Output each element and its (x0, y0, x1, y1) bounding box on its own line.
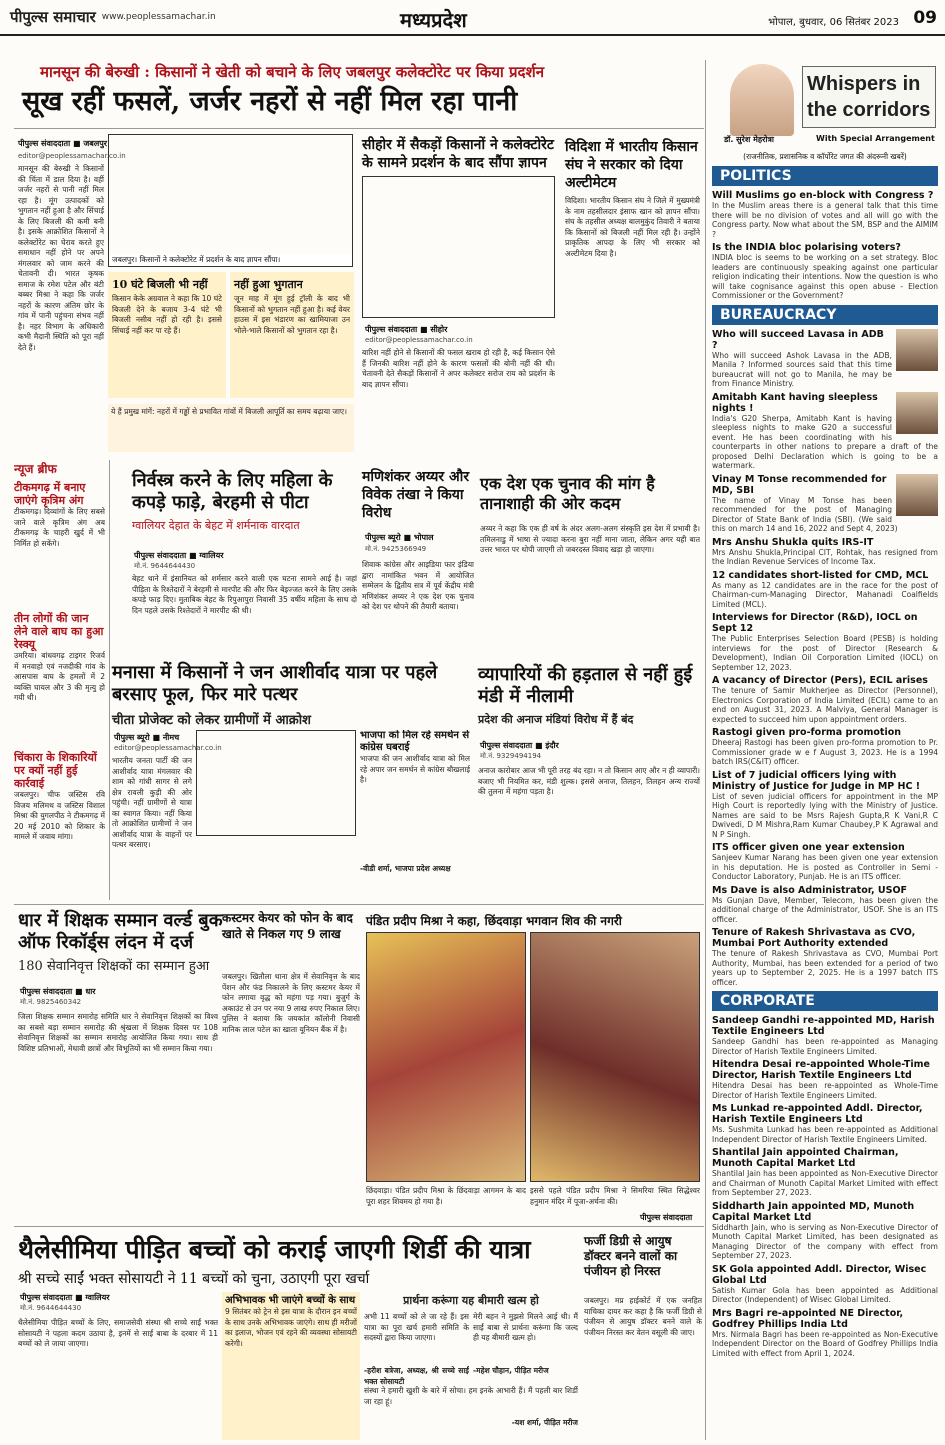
lead-box-power (108, 272, 226, 398)
traders-body: अनाज कारोबार आज भी पूरी तरह बंद रहा। न तो किसान आए और न ही व्यापारी। बजाए भी नियमित कर, मंडी शुल्क। इससे अनाज, तिलहन, तिलहन अन्य राज्यों की तुलना में महंगा पड़ता है। (478, 766, 700, 796)
prayer-author: -हरीश बत्रेजा, अध्यक्ष, श्री सच्चे साईं भक्त सोसायटी (364, 1366, 469, 1386)
quote-body: भाजपा की जन आशीर्वाद यात्रा को मिल रहे अपार जन समर्थन से कांग्रेस बौखलाई है। (360, 754, 470, 784)
bureaucracy-item (712, 474, 938, 534)
corporate-item (712, 1103, 938, 1144)
chhindwara-credit: पीपुल्स संवाददाता (640, 1213, 693, 1222)
manasa-quote (360, 730, 470, 900)
corporate-band: CORPORATE (712, 991, 938, 1011)
item-body: INDIA bloc is seems to be working on a set strategy. Bloc leaders are continuously speaking against one particular religion indicating their intentions. Now the question is who will take cognisance against this open abuse - Election Commissioner or the Government? (712, 253, 938, 300)
bureaucracy-item (712, 885, 938, 925)
corporate-item (712, 1147, 938, 1198)
item-body: The tenure of Samir Mukherjee as Director (Personnel), Electronics Corporation of India Limited (ECIL) came to an end on August 31, 2023. A Malviya, General Manager is expected to succeed him upon appointment orders. (712, 686, 938, 724)
dhar-subhead: 180 सेवानिवृत्त शिक्षकों का सम्मान हुआ (18, 959, 210, 974)
whispers-header (712, 60, 938, 152)
lead-email[interactable]: editor@peoplessamachar.co.in (18, 152, 126, 160)
box-body: किसान केके अग्रवाल ने कहा कि 10 घंटे बिजली देने के बजाय 3-4 घंटे भी बिजली नसीब नहीं हो रही है। इससे सिंचाई नहीं कर पा रहे हैं। (112, 294, 222, 335)
vinay-tonse-photo (896, 474, 938, 516)
manasa-photo (196, 730, 356, 836)
prayer-title: प्रार्थना करूंगा यह बीमारी खत्म हो (403, 1294, 539, 1307)
bureaucracy-item (712, 537, 938, 567)
manasa-email[interactable]: editor@peoplessamachar.co.in (114, 744, 222, 752)
politics-item (712, 242, 938, 301)
item-body: In the Muslim areas there is a general talk that this time there will be no division of votes and all will go with the Congress party. Now what about the SM, BSP and the AIMIM ? (712, 201, 938, 239)
item-body: Mrs Anshu Shukla,Principal CIT, Rohtak, has resigned from the Indian Revenue Services of Income Tax. (712, 547, 938, 566)
brief-title: टीकमगढ़ में बनाए जाएंगे कृत्रिम अंग (14, 481, 86, 507)
traders-byline: पीपुल्स संवाददाता ■ इंदौर (480, 741, 559, 750)
chhindwara-photo-right (530, 932, 700, 1182)
box-title: 10 घंटे बिजली भी नहीं (112, 278, 208, 291)
item-title: Siddharth Jain appointed MD, Munoth Capital Market Ltd (712, 1200, 915, 1223)
traders-mobile: मो.नं. 9329494194 (480, 752, 542, 760)
nirvastra-headline: निर्वस्त्र करने के लिए महिला के कपड़े फाड़े, बेरहमी से पीटा (132, 470, 333, 513)
customer-care-headline: कस्टमर केयर को फोन के बाद खाते से निकल गए 9 लाख (222, 911, 353, 941)
item-title: Hitendra Desai re-appointed Whole-Time Director, Harish Textile Engineers Ltd (712, 1059, 930, 1081)
vidisha-body: विदिशा। भारतीय किसान संघ ने जिले में मुख्यमंत्री के नाम तहसीलदार इंसाफ खान को ज्ञापन सौंपा। संघ के तहसील अध्यक्ष बालमुकुंद तिवारी ने बताया कि किसानों को बिजली नहीं मिल रही है। उन्होंने प्राकृतिक आपदा के लिए भी सरकार को अल्टीमेटम दिया है। (565, 196, 700, 258)
thalassemia-body: थैलेसीमिया पीड़ित बच्चों के लिए, समाजसेवी संस्था श्री सच्चे साईं भक्त सोसायटी ने पहला कदम उठाया है, इनमें से साईं बाबा के दरबार में 11 बच्चों को ले जाया जाएगा। (18, 1318, 218, 1348)
amitabh-kant-photo (896, 392, 938, 434)
prayer-author: -महेश चौहान, पीड़ित मरीज (473, 1366, 549, 1375)
item-title: Vinay M Tonse recommended for MD, SBI (712, 473, 887, 496)
politics-item (712, 190, 938, 239)
whispers-title: Whispers in the corridors (807, 73, 931, 121)
dateline: भोपाल, बुधवार, 06 सितंबर 2023 (768, 17, 899, 28)
brief-title: चिंकारा के शिकारियों पर क्यों नहीं हुई कार्रवाई (14, 751, 97, 790)
item-body: List of seven judicial officers for appointment in the MP High Court is reportedly lying with the Ministry of Justice. Names are said to be Msrs Rajesh Gupta,R K Vani,R C Dwivedi, D M Mishra,Ram Kumar Chaubey,P K Agrawal and N P Singh. (712, 791, 938, 839)
item-title: Who will succeed Lavasa in ADB ? (712, 328, 884, 351)
nirvastra-byline: पीपुल्स संवाददाता ■ ग्वालियर (134, 551, 224, 560)
section-title: मध्यप्रदेश (400, 8, 467, 32)
dhar-mobile: मो.नं. 9825460342 (20, 998, 82, 1006)
news-briefs (14, 460, 110, 900)
nirvastra-body: बेहट थाने में इंसानियत को शर्मसार करने वाली एक घटना सामने आई है। जहां पीड़िता के रिश्तेदारों ने बेरहमी से मारपीट की और फिर बेइज्जत करने के लिए उसके कपड़े फाड़ दिए। मुताबिक बेहट के रिपुआपुरा निवासी 35 वर्षीय महिला के साथ दो दिन पहले उसके रिश्तेदारों ने मारपीट की थी। (132, 574, 357, 615)
chhindwara-headline: पंडित प्रदीप मिश्रा ने कहा, छिंदवाड़ा भगवान शिव की नगरी (366, 914, 622, 928)
lead-photo-caption: जबलपुर। किसानों ने कलेक्टोरेट में प्रदर्शन के बाद ज्ञापन सौंपा। (109, 254, 352, 266)
item-body: Sandeep Gandhi has been re-appointed as Managing Director of Harish Textile Engineers Limited. (712, 1037, 938, 1056)
page-number: 09 (913, 8, 937, 28)
sehore-headline: सीहोर में सैकड़ों किसानों ने कलेक्टोरेट के सामने प्रदर्शन के बाद सौंपा ज्ञापन (362, 137, 554, 171)
sehore-photo (362, 176, 555, 318)
corporate-item (712, 1059, 938, 1100)
item-title: Ms Dave is also Administrator, USOF (712, 884, 908, 896)
item-title: List of 7 judicial officers lying with Ministry of Justice for Judge in MP HC ! (712, 769, 921, 792)
thalassemia-subhead: श्री सच्चे साईं भक्त सोसायटी ने 11 बच्चों को चुना, उठाएगी पूरा खर्चा (18, 1271, 370, 1287)
item-body: Siddharth Jain, who is serving as Non-Executive Director of Munoth Capital Market Limited, has been designated as Managing Director of the company with effect from September 27, 2023. (712, 1222, 938, 1260)
brief-body: टीकमगढ़। दिव्यांगों के लिए सबसे जाने वाले कृत्रिम अंग अब टीकमगढ़ के चाहरी खुर्द में भी निर्मित हो सकेंगे। (14, 507, 105, 548)
dhar-headline: धार में शिक्षक सम्मान वर्ल्ड बुक ऑफ रिकॉर्ड्स लंदन में दर्ज (18, 910, 223, 953)
vidisha-headline: विदिशा में भारतीय किसान संघ ने सरकार को दिया अल्टीमेटम (565, 139, 698, 191)
item-body: The Public Enterprises Selection Board (PESB) is holding interviews for the post of Director (Research & Development), Indian Oil Corporation Limited (IOCL) on September 12, 2023. (712, 634, 938, 672)
customer-care-body: जबलपुर। खितौला थाना क्षेत्र में सेवानिवृत्त के बाद पेंशन और फंड निकालने के लिए कस्टमर केयर में फोन लगाया वृद्ध को महंगा पड़ गया। बुजुर्ग के अकाउंट से उन पर नया 9 लाख रुपए निकाल लिए। पुलिस ने बताया कि जयकांत कॉलोनी निवासी मानिक लाल पटेल का खाता यूनियन बैंक में है। (222, 972, 360, 1034)
lead-byline: पीपुल्स संवाददाता ■ जबलपुर (18, 139, 108, 148)
item-body: India's G20 Sherpa, Amitabh Kant is having sleepless nights to make G20 a successful event. He has been coordinating with his counterparts in other nations to prepare a draft of the proposed Delhi Declaration which is going to be a watermark. (712, 413, 938, 470)
sehore-byline: पीपुल्स संवाददाता ■ सीहोर (365, 325, 448, 334)
bureaucracy-item (712, 927, 938, 987)
thalassemia-box (222, 1292, 360, 1440)
traders-headline: व्यापारियों की हड़ताल से नहीं हुई मंडी में नीलामी (478, 664, 693, 707)
item-title: Will Muslims go en-block with Congress ? (712, 190, 934, 201)
whispers-logo (802, 66, 936, 128)
site-url[interactable]: www.peoplessamachar.in (101, 12, 216, 22)
corporate-item (712, 1015, 938, 1056)
thalassemia-mobile: मो.नं. 9644644430 (20, 1304, 82, 1312)
dhar-byline: पीपुल्स संवाददाता ■ धार (20, 987, 96, 996)
prayer-text: मेरी बहन ने मुझसे मिलने आई थी। मैं साईं बाबा से प्रार्थना करूंगा कि जल्द ही यह बीमारी खत्म हो। (473, 1312, 578, 1342)
item-title: Shantilal Jain appointed Chairman, Munoth Capital Market Ltd (712, 1147, 899, 1169)
item-body: Mrs. Nirmala Bagri has been re-appointed as Non-Executive Independent Director on the Board of Godfrey Phillips India Limited with effect from April 1, 2024. (712, 1329, 938, 1358)
onenation-body: अय्यर ने कहा कि एक ही वर्ष के अंदर अलग-अलग संस्कृति इस देश में प्रभावी है। तमिलनाडु में भाषा से ज्यादा करना बुरा नहीं माना जाता, लेकिन अगर यही बात उत्तर भारत पर थोपी जाएगी तो जबरदस्त विवाद खड़ा हो जाएगा। (480, 524, 700, 554)
thalassemia-byline: पीपुल्स संवाददाता ■ ग्वालियर (20, 1293, 110, 1302)
box-body: जून माह में मूंग हुई ट्रॉली के बाद भी किसानों को भुगतान नहीं हुआ है। कई वेयर हाउस में इस भंडारण का खामियाजा उन भोले-भाले किसानों को भुगतान रहा है। (234, 294, 350, 335)
item-title: Interviews for Director (R&D), IOCL on Sept 12 (712, 612, 918, 634)
item-title: SK Gola appointed Addl. Director, Wisec Global Ltd (712, 1263, 927, 1286)
item-title: Amitabh Kant having sleepless nights ! (712, 391, 878, 414)
corporate-item (712, 1308, 938, 1359)
lead-key-points: ये हैं प्रमुख मांगें: नहरों में गड्ढों से प्रभावित गांवों में बिजली आपूर्ति का समय बढ़ाया जाए। (108, 404, 354, 452)
arrangement: With Special Arrangement (816, 134, 935, 143)
dhar-body: जिला शिक्षक सम्मान समारोह समिति धार ने सेवानिवृत्त शिक्षकों का विश्व का सबसे बड़ा सम्मान समारोह की श्रृंखला में शिक्षक दिवस पर 108 सेवानिवृत्त शिक्षकों का सम्मान समारोह आयोजित किया गया। साथ ही विशिष्ट प्रतिभाओं, मेधावी छात्रों और विभूतियों का भी सम्मान किया गया। (18, 1012, 218, 1053)
whispers-tagline: (राजनीतिक, प्रशासनिक व कॉर्पोरेट जगत की अंदरूनी खबरें) (743, 152, 907, 161)
item-body: Satish Kumar Gola has been appointed as Additional Director (Independent) of Wisec Global Limited. (712, 1285, 938, 1304)
box-title: नहीं हुआ भुगतान (234, 278, 303, 291)
bureaucracy-item (712, 329, 938, 389)
box-title: अभिभावक भी जाएंगे बच्चों के साथ (225, 1295, 356, 1306)
manishankar-headline: मणिशंकर अय्यर और विवेक तंखा ने किया विरोध (362, 469, 470, 521)
prayer-author: -यश शर्मा, पीड़ित मरीज (511, 1418, 578, 1427)
item-title: 12 candidates short-listed for CMD, MCL (712, 569, 929, 581)
onenation-headline: एक देश एक चुनाव की मांग है तानाशाही की ओर कदम (480, 474, 655, 513)
sehore-email[interactable]: editor@peoplessamachar.co.in (365, 336, 473, 344)
right-column (705, 60, 938, 1440)
item-body: Dheeraj Rastogi has been given pro-forma promotion to Pr. Commissioner grade w e f August 3, 2023. He is a 1994 batch IRS(C&IT) officer. (712, 738, 938, 766)
box-body: 9 सितंबर को ट्रेन से इस यात्रा के दौरान इन बच्चों के साथ उनके अभिभावक जाएंगे। साथ ही मरीजों का इलाज, भोजन एवं रहने की व्यवस्था सोसायटी करेगी। (225, 1307, 357, 1348)
fake-degree-headline: फर्जी डिग्री से आयुष डॉक्टर बनने वालों का पंजीयन हो निरस्त (584, 1234, 678, 1278)
manasa-byline: पीपुल्स ब्यूरो ■ नीमच (114, 733, 180, 742)
chhindwara-caption-left: छिंदवाड़ा। पंडित प्रदीप मिश्रा के छिंदवाड़ा आगमन के बाद पूरा शहर शिवमय हो गया है। (366, 1186, 526, 1206)
manishankar-mobile: मो.नं. 9425366949 (365, 545, 427, 553)
item-body: Ms. Sushmita Lunkad has been re-appointed as Additional Independent Director of Harish Textile Engineers Limited. (712, 1125, 938, 1144)
prayer-item (364, 1312, 469, 1386)
columnist-photo (730, 64, 794, 136)
chhindwara-photo-left (366, 932, 526, 1182)
lead-box-payment (230, 272, 354, 398)
nirvastra-subhead: ग्वालियर देहात के बेहट में शर्मनाक वारदात (132, 519, 300, 532)
item-title: Ms Lunkad re-appointed Addl. Director, Harish Textile Engineers Ltd (712, 1103, 923, 1125)
corporate-item (712, 1201, 938, 1261)
prayer-text: अभी 11 बच्चों को ले जा रहे हैं। इस यात्रा का पूरा खर्च हमारी समिति के सदस्यों द्वारा किया जाएगा। (364, 1312, 469, 1342)
quote-title: भाजपा को मिल रहे समर्थन से कांग्रेस घबराई (360, 730, 470, 753)
nirvastra-mobile: मो.नं. 9644644430 (134, 562, 196, 570)
bureaucracy-item (712, 392, 938, 471)
item-body: The name of Vinay M Tonse has been recommended for the post of Managing Director of State Bank of India (SBI). (We said this on march 14 and 16, 2022 and Sept 4, 2023) (712, 495, 898, 533)
brief-body: उमरिया। बांधवगढ़ टाइगर रिजर्व में मनवाहो एवं नजदीकी गांव के आसपास बाघ के हमलों में 2 व्यक्ति घायल और 3 की मृत्यु हो गयी थी। (14, 651, 105, 702)
politics-band: POLITICS (712, 166, 938, 186)
lead-photo (108, 134, 353, 267)
quote-author: -वीडी शर्मा, भाजपा प्रदेश अध्यक्ष (360, 864, 451, 873)
item-body: The tenure of Rakesh Shrivastava as CVO, Mumbai Port Authority, Mumbai, has been extended for a period of two years up to September 2, 2025. He is a 1997 batch ITS officer. (712, 949, 938, 987)
lead-body: मानसून की बेरुखी ने किसानों की चिंता में डाल दिया है। वहीं जर्जर नहरों से पानी नहीं मिल रहा है। मूंग उत्पादकों को भुगतान नहीं हुआ है और सिंचाई के लिए बिजली की कमी बनी है। इसके आक्रोशित किसानों ने कलेक्टोरेट का घेराव करते हुए समाधान नहीं होने पर अपने मंगलवार को जाम करने की चेतावनी दी। भारत कृषक समाज के रमेश पटेल और बंटी बब्बर मिश्रा ने कहा कि जर्जर नहरों के कारण अंतिम छोर के गांव में पानी पहुंचना संभव नहीं है। नहर विभाग के अधिकारी कभी मैदानी स्थिति को पूरा नहीं देते हैं। (18, 164, 104, 352)
bureaucracy-item (712, 727, 938, 767)
manishankar-byline: पीपुल्स ब्यूरो ■ भोपाल (365, 533, 434, 542)
bureaucracy-item (712, 675, 938, 724)
item-body: Ms Gunjan Dave, Member, Telecom, has been given the additional charge of the Administrator, USOF. She is an ITS officer. (712, 895, 938, 924)
item-body: Shantilal Jain has been appointed as Non-Executive Director and Chairman of Munoth Capital Market Limited with effect from September 27, 2023. (712, 1169, 938, 1197)
ashok-lavasa-photo (896, 329, 938, 371)
item-title: A vacancy of Director (Pers), ECIL arises (712, 675, 928, 686)
item-title: Mrs Bagri re-appointed NE Director, Godfrey Phillips India Ltd (712, 1307, 904, 1330)
brief-title: तीन लोगों की जान लेने वाले बाघ का हुआ रेस्क्यू (14, 612, 104, 651)
corporate-item (712, 1264, 938, 1305)
page-header (0, 0, 945, 36)
traders-subhead: प्रदेश की अनाज मंडियां विरोध में हैं बंद (478, 713, 634, 726)
brief-item (14, 751, 105, 900)
divider (14, 128, 704, 129)
item-title: Is the INDIA bloc polarising voters? (712, 242, 901, 253)
divider (14, 1226, 704, 1227)
chhindwara-caption-right: इससे पहले पंडित प्रदीप मिश्रा ने सिमरिया स्थित सिद्धेश्वर हनुमान मंदिर में पूजा-अर्चना की। (530, 1186, 700, 1206)
columnist-name: डॉ. सुरेश मेहरोत्रा (724, 135, 774, 144)
manasa-headline: मनासा में किसानों ने जन आशीर्वाद यात्रा पर पहले बरसाए फूल, फिर मारे पत्थर (112, 662, 438, 705)
manasa-subhead: चीता प्रोजेक्ट को लेकर ग्रामीणों में आक्रोश (112, 713, 311, 728)
item-title: Sandeep Gandhi re-appointed MD, Harish Textile Engineers Ltd (712, 1015, 935, 1037)
bureaucracy-item (712, 842, 938, 882)
lead-kicker: मानसून की बेरुखी : किसानों ने खेती को बचाने के लिए जबलपुर कलेक्टोरेट पर किया प्रदर्शन (40, 63, 545, 81)
bureaucracy-item (712, 770, 938, 840)
prayer-text: संस्था ने हमारी खुशी के बारे में सोचा। हम इनके आभारी हैं। मैं पहली बार शिर्डी जा रहा हूं। (364, 1386, 578, 1406)
item-title: ITS officer given one year extension (712, 842, 905, 853)
bureaucracy-item (712, 612, 938, 672)
prayer-item (473, 1312, 578, 1386)
divider (14, 904, 704, 905)
sehore-body: बारिश नहीं होने से किसानों की फसल खराब हो रही है, कई किसान ऐसे हैं जिनकी बारिश नहीं होने के कारण फसलों की बोनी नहीं की थी। चेतावनी देते सैकड़ों किसानों ने अपर कलेक्टर सरोज राय को प्रदर्शन के बाद ज्ञापन सौंपा। (362, 348, 555, 389)
fake-degree-body: जबलपुर। मप्र हाईकोर्ट में एक जनहित याचिका दायर कर कहा है कि फर्जी डिग्री से पंजीयन से आयुष डॉक्टर बनने वाले के पंजीयन निरस्त कर वेतन वसूली की जाए। (584, 1296, 702, 1337)
bureaucracy-item (712, 570, 938, 610)
item-body: Who will succeed Ashok Lavasa in the ADB, Manila ? Informed sources said that this time bureaucrat will not go to Manila, he may be from Finance Ministry. (712, 350, 892, 388)
prayer-section (364, 1292, 578, 1440)
bureaucracy-band: BUREAUCRACY (712, 305, 938, 325)
brief-item (14, 612, 105, 751)
brief-body: जबलपुर। चीफ जस्टिस रवि विजय मलिमथ व जस्टिस विशाल मिश्रा की युगलपीठ ने टीकमगढ़ में 20 मई 2010 को शिकार के मामले में जवाब मांगा। (14, 790, 105, 841)
item-body: As many as 12 candidates are in the race for the post of Chairman-cum-Managing Director, Mahanadi Coalfields Limited (MCL). (712, 580, 938, 609)
item-body: Sanjeev Kumar Narang has been given one year extension in his deputation. He is posted as Controller in Semi - Conductor Laboratory, Punjab. He is an ITS officer. (712, 853, 938, 881)
prayer-item (364, 1386, 578, 1429)
masthead: पीपुल्स समाचार (10, 8, 96, 26)
briefs-label: न्यूज ब्रीफ (14, 462, 57, 476)
item-title: Rastogi given pro-forma promotion (712, 727, 902, 738)
thalassemia-headline: थैलेसीमिया पीड़ित बच्चों को कराई जाएगी शिर्डी की यात्रा (18, 1235, 531, 1264)
lead-headline: सूख रहीं फसलें, जर्जर नहरों से नहीं मिल रहा पानी (22, 86, 518, 117)
brief-item (14, 481, 105, 612)
item-title: Tenure of Rakesh Shrivastava as CVO, Mumbai Port Authority extended (712, 927, 916, 949)
manasa-body: भारतीय जनता पार्टी की जन आशीर्वाद यात्रा मंगलवार की शाम को गांधी सागर से लगे क्षेत्र रावली कुड़ी की ओर पहुंची। नहीं ग्रामीणों से यात्रा का स्वागत किया। नहीं किया तो आक्रोशित ग्रामीणों ने जन आशीर्वाद यात्रा के वाहनों पर पत्थर बरसाए। (112, 756, 192, 849)
item-body: Hitendra Desai has been re-appointed as Whole-Time Director of Harish Textile Engineers Limited. (712, 1081, 938, 1100)
manishankar-body: शिवाक कांग्रेस और आइडिया फार इंडिया द्वारा नामांकित भवन में आयोजित सम्मेलन के द्वितीय सत्र में पूर्व केंद्रीय मंत्री मणिशंकर अय्यर ने एक देश एक चुनाव को देश पर थोपने की तैयारी बताया। (362, 560, 474, 611)
item-title: Mrs Anshu Shukla quits IRS-IT (712, 536, 874, 548)
